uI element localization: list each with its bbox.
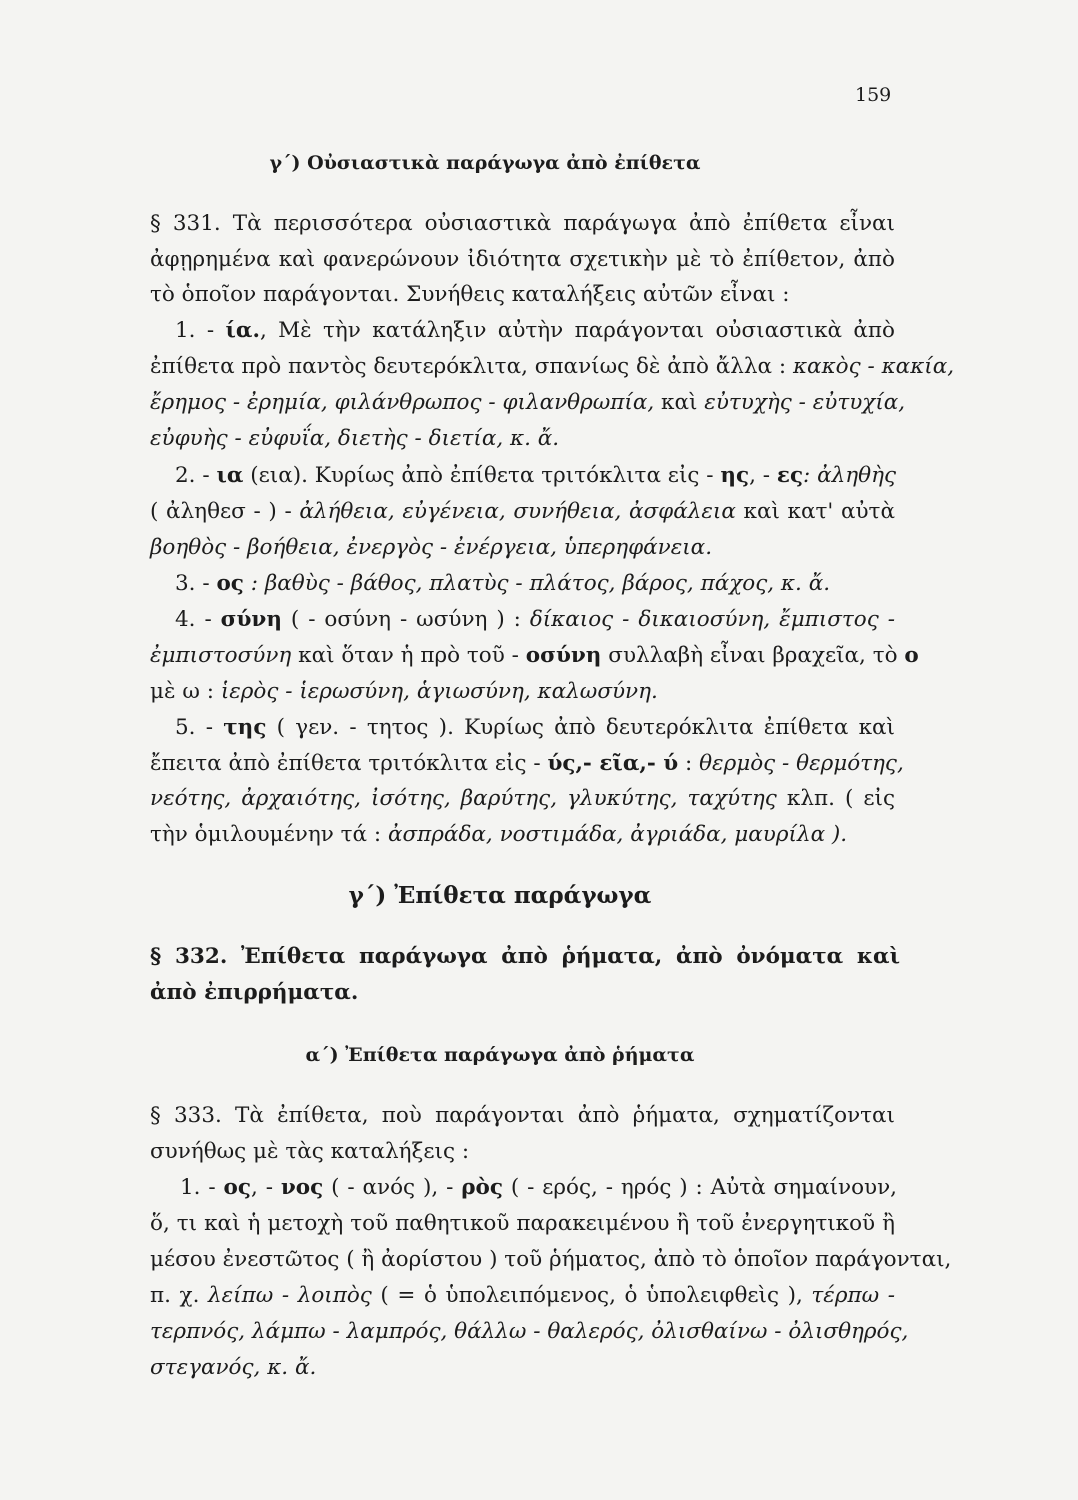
- paragraph-333-line: τερπνός, λάμπω - λαμπρός, θάλλω - θαλερός, ὀλισθαίνω - ὀλισθηρός,: [150, 1319, 909, 1344]
- item-text: ( - ανός ), -: [331, 1175, 454, 1200]
- item-text: ἔπειτα ἀπὸ ἐπίθετα τριτόκλιτα εἰς -: [150, 751, 541, 776]
- suffix: νος: [280, 1175, 324, 1200]
- item-text: ( = ὁ ὑπολειπόμενος, ὁ ὑπολειφθεὶς ),: [380, 1283, 803, 1308]
- list-item-4-line: [150, 643, 919, 669]
- separator: , -: [749, 463, 771, 488]
- list-item-1: [180, 1175, 897, 1201]
- list-item-1: [175, 318, 895, 344]
- suffix: ία.: [225, 318, 260, 343]
- section-heading-nouns: γ΄) Οὐσιαστικὰ παράγωγα ἀπὸ ἐπίθετα: [269, 152, 701, 174]
- item-number: 1. -: [175, 318, 215, 343]
- paragraph-333-line: μέσου ἐνεστῶτος ( ἢ ἀορίστου ) τοῦ ῥήματος, ἀπὸ τὸ ὁποῖον παράγονται,: [150, 1247, 952, 1272]
- list-item-5: [175, 715, 895, 741]
- suffix: οσύνη: [525, 643, 602, 668]
- section-heading-adjectives: γ΄) Ἐπίθετα παράγωγα: [348, 882, 652, 909]
- paragraph-331-line: § 331. Τὰ περισσότερα οὐσιαστικὰ παράγωγα ἀπὸ ἐπίθετα εἶναι: [150, 211, 895, 236]
- suffix: της: [223, 715, 267, 740]
- item-text: , Μὲ τὴν κατάληξιν αὐτὴν παράγονται οὐσιαστικὰ ἀπὸ: [259, 318, 895, 343]
- paragraph-331-line: ἀφῃρημένα καὶ φανερώνουν ἰδιότητα σχετικὴν μὲ τὸ ἐπίθετον, ἀπὸ: [150, 247, 895, 272]
- list-item-1-line: [150, 390, 906, 416]
- item-text: (εια). Κυρίως ἀπὸ ἐπίθετα τριτόκλιτα εἰς -: [250, 463, 714, 488]
- example-word: ἱερὸς - ἱερωσύνη, ἁγιωσύνη, καλωσύνη.: [220, 679, 658, 704]
- example-word: λείπω - λοιπὸς: [208, 1283, 372, 1308]
- example-word: τέρπω -: [811, 1283, 895, 1308]
- paragraph-333-line: ὅ, τι καὶ ἡ μετοχὴ τοῦ παθητικοῦ παρακειμένου ἢ τοῦ ἐνεργητικοῦ ἢ: [150, 1211, 895, 1236]
- list-item-4-line: [150, 679, 895, 705]
- conjunction: καὶ: [661, 390, 698, 415]
- item-number: 5. -: [175, 715, 213, 740]
- page-number: 159: [855, 84, 892, 106]
- example-word: ἀλήθεια, εὐγένεια, συνήθεια, ἀσφάλεια: [299, 499, 736, 524]
- list-item-5-line: [150, 786, 895, 812]
- paragraph-331-line: τὸ ὁποῖον παράγονται. Συνήθεις καταλήξεις αὐτῶν εἶναι :: [150, 282, 790, 307]
- item-text: ( - οσύνη - ωσύνη ) :: [290, 607, 521, 632]
- item-text: μὲ ω :: [150, 679, 214, 704]
- suffix: ο: [904, 643, 919, 668]
- list-item-4: [175, 607, 895, 633]
- suffix: ρὸς: [461, 1175, 503, 1200]
- example-word: ἔρημος - ἐρημία, φιλάνθρωπος - φιλανθρωπία,: [150, 390, 655, 415]
- item-text: ( - ερός, - ηρός ) : Αὐτὰ σημαίνουν,: [510, 1175, 898, 1200]
- example-word: δίκαιος - δικαιοσύνη, ἔμπιστος -: [529, 607, 895, 632]
- list-item-5-line: [150, 822, 895, 848]
- suffix: ος: [223, 1175, 251, 1200]
- item-text: ( ἀληθεσ - ) -: [150, 499, 292, 524]
- list-item-2-line: βοηθὸς - βοήθεια, ἐνεργὸς - ἐνέργεια, ὑπερηφάνεια.: [150, 535, 713, 560]
- item-text: ἐπίθετα πρὸ παντὸς δευτερόκλιτα, σπανίως δὲ ἀπὸ ἄλλα :: [150, 354, 787, 379]
- suffix: σύνη: [220, 607, 282, 632]
- paragraph-333-line: συνήθως μὲ τὰς καταλήξεις :: [150, 1139, 470, 1164]
- suffix: ος: [216, 571, 244, 596]
- item-text: κλπ. ( εἰς: [786, 786, 895, 811]
- item-number: 1. -: [180, 1175, 216, 1200]
- example-word: νεότης, ἀρχαιότης, ἰσότης, βαρύτης, γλυκύτης, ταχύτης: [150, 786, 777, 811]
- list-item-5-line: [150, 751, 904, 777]
- paragraph-333-line: στεγανός, κ. ἄ.: [150, 1355, 317, 1380]
- example-word: εὐτυχὴς - εὐτυχία,: [704, 390, 906, 415]
- suffix: ης: [720, 463, 750, 488]
- suffix: ύς,- εῖα,- ύ: [547, 751, 679, 776]
- subsection-heading: α΄) Ἐπίθετα παράγωγα ἀπὸ ῥήματα: [305, 1044, 695, 1066]
- list-item-2-line: [150, 499, 895, 525]
- paragraph-332-line: ἀπὸ ἐπιρρήματα.: [150, 980, 359, 1005]
- list-item-3: [175, 571, 895, 597]
- paragraph-333-line: § 333. Τὰ ἐπίθετα, ποὺ παράγονται ἀπὸ ῥήματα, σχηματίζονται: [150, 1103, 895, 1128]
- paragraph-332-line: § 332. Ἐπίθετα παράγωγα ἀπὸ ῥήματα, ἀπὸ ὀνόματα καὶ: [150, 944, 900, 969]
- list-item-1-line: εὐφυὴς - εὐφυΐα, διετὴς - διετία, κ. ἄ.: [150, 426, 560, 451]
- item-number: 2. -: [175, 463, 210, 488]
- item-text: : βαθὺς - βάθος, πλατὺς - πλάτος, βάρος, πάχος, κ. ἄ.: [250, 571, 831, 596]
- suffix: ια: [216, 463, 244, 488]
- paragraph-333-line: [150, 1283, 895, 1309]
- separator: , -: [250, 1175, 273, 1200]
- item-text: :: [685, 751, 693, 776]
- example-word: κακὸς - κακία,: [792, 354, 955, 379]
- item-text: συλλαβὴ εἶναι βραχεῖα, τὸ: [608, 643, 898, 668]
- item-text: καὶ κατ' αὐτὰ: [743, 499, 895, 524]
- example-word: θερμὸς - θερμότης,: [699, 751, 904, 776]
- item-text: τὴν ὁμιλουμένην τά :: [150, 822, 382, 847]
- example-word: : ἀληθὴς: [803, 463, 897, 488]
- list-item-2: [175, 463, 895, 489]
- example-word: ἐμπιστοσύνη: [150, 643, 292, 668]
- item-text: καὶ ὅταν ἡ πρὸ τοῦ -: [298, 643, 519, 668]
- item-number: 3. -: [175, 571, 210, 596]
- item-number: 4. -: [175, 607, 212, 632]
- suffix: ες: [776, 463, 804, 488]
- item-text: ( γεν. - τητος ). Κυρίως ἀπὸ δευτερόκλιτα ἐπίθετα καὶ: [276, 715, 895, 740]
- item-text: π. χ.: [150, 1283, 200, 1308]
- example-word: ἀσπράδα, νοστιμάδα, ἀγριάδα, μαυρίλα ).: [387, 822, 848, 847]
- list-item-1-line: [150, 354, 955, 380]
